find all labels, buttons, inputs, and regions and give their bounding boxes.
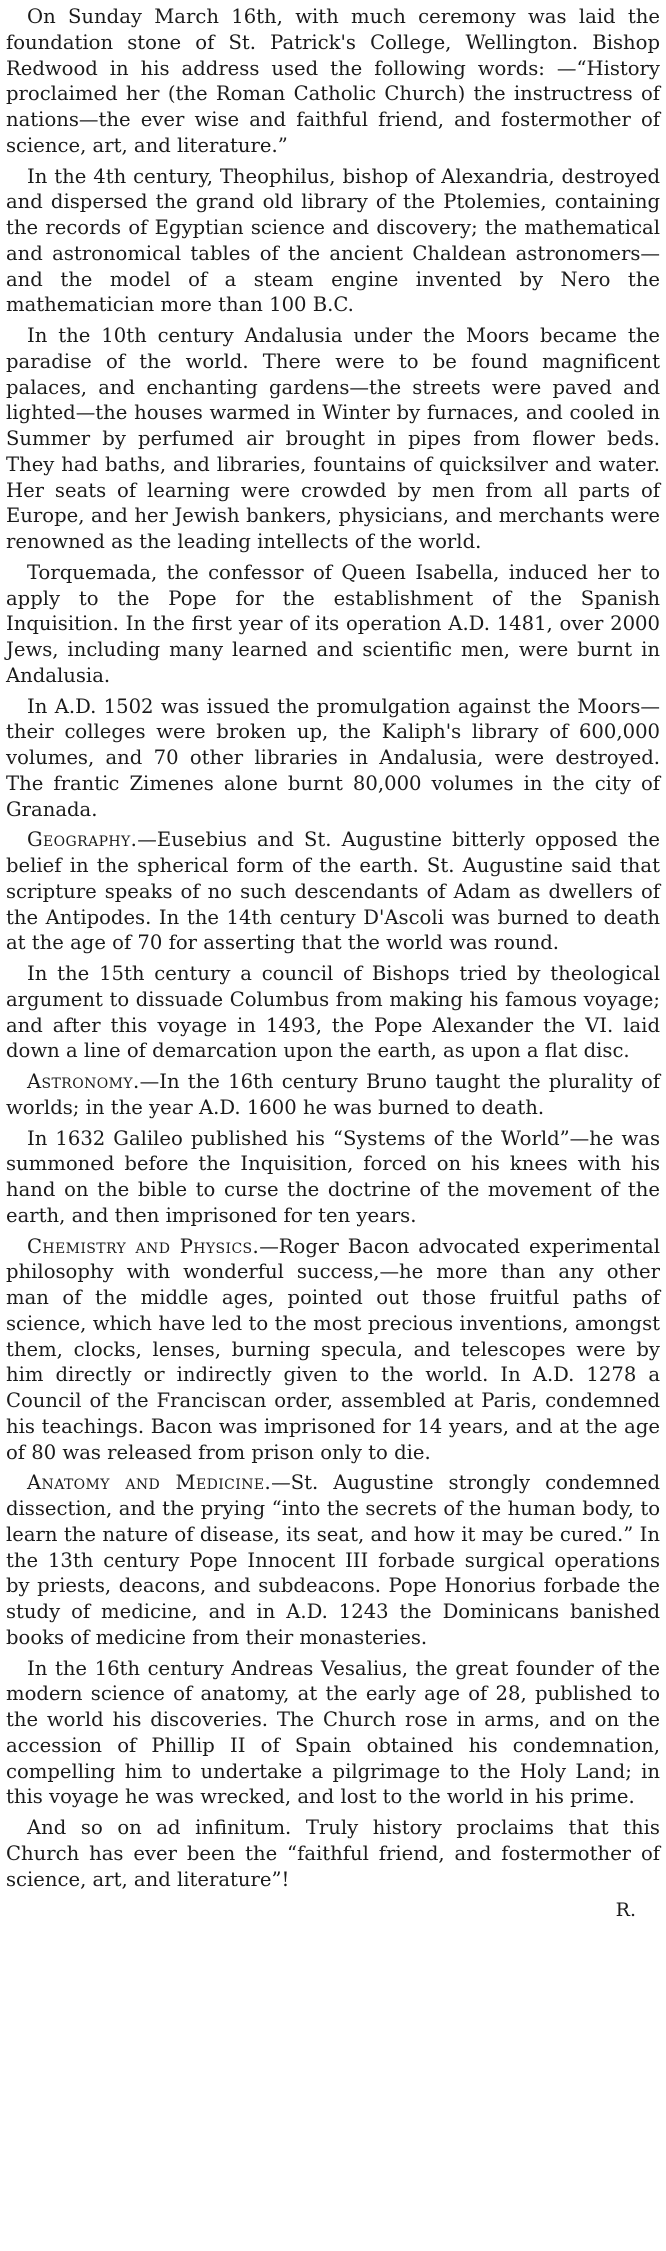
paragraph-5-text: In A.D. 1502 was issued the promulgation against the Moors—their colleges were broken up, the Kaliph's library of 600,000 volumes, and 70 other libraries in Andalusia, were destroyed. The frantic Zimenes alone burnt 80,000 volumes in the city of Granada.	[6, 694, 660, 821]
paragraph-2-text: In the 4th century, Theophilus, bishop of Alexandria, destroyed and dispersed the grand old library of the Ptolemies, containing the records of Egyptian science and discovery; the mathematical and astronomical tables of the ancient Chaldean astronomers—and the model of a steam engine invented by Nero the mathematician more than 100 B.C.	[6, 164, 660, 317]
paragraph-1-text: On Sunday March 16th, with much ceremony was laid the foundation stone of St. Patrick's College, Wellington. Bishop Redwood in his address used the following words: —“History proclaimed her (the Roman Catholic Church) the instructress of nations—the ever wise and faithful friend, and fostermother of science, art, and literature.”	[6, 5, 660, 157]
paragraph-11-text: —St. Augustine strongly condemned dissection, and the prying “into the secrets of the human body, to learn the nature of disease, its seat, and how it may be cured.” In the 13th century Pope Innocent III forbade surgical operations by priests, deacons, and subdeacons. Pope Honorius forbade the study of medicine, and in A.D. 1243 the Dominicans banished books of medicine from their monasteries.	[6, 1471, 660, 1649]
paragraph-13	[6, 1815, 660, 1892]
section-heading-anatomy-medicine: Anatomy and Medicine.	[27, 1471, 272, 1495]
paragraph-9-text: In 1632 Galileo published his “Systems of the World”—he was summoned before the Inquisition, forced on his knees with his hand on the bible to curse the doctrine of the movement of the earth, and then imprisoned for ten years.	[6, 1126, 660, 1227]
paragraph-7-text: In the 15th century a council of Bishops tried by theological argument to dissuade Columbus from making his famous voyage; and after this voyage in 1493, the Pope Alexander the VI. laid down a line of demarcation upon the earth, as upon a flat disc.	[6, 962, 660, 1063]
paragraph-8	[6, 1069, 660, 1121]
paragraph-10-text: —Roger Bacon advocated experimental philosophy with wonderful success,—he more than any other man of the middle ages, pointed out those fruitful paths of science, which have led to the most precious inventions, amongst them, clocks, lenses, burning specula, and telescopes were by him directly or indirectly given to the world. In A.D. 1278 a Council of the Franciscan order, assembled at Paris, condemned his teachings. Bacon was imprisoned for 14 years, and at the age of 80 was released from prison only to die.	[6, 1234, 661, 1464]
paragraph-12-text: In the 16th century Andreas Vesalius, the great founder of the modern science of anatomy, at the early age of 28, published to the world his discoveries. The Church rose in arms, and on the accession of Phillip II of Spain obtained his condemnation, compelling him to undertake a pilgrimage to the Holy Land; in this voyage he was wrecked, and lost to the world in his prime.	[6, 1656, 660, 1809]
paragraph-4-text: Torquemada, the confessor of Queen Isabella, induced her to apply to the Pope for the establishment of the Spanish Inquisition. In the first year of its operation A.D. 1481, over 2000 Jews, including many learned and scientific men, were burnt in Andalusia.	[6, 560, 660, 687]
paragraph-9	[6, 1126, 660, 1229]
paragraph-10	[6, 1234, 660, 1466]
paragraph-6	[6, 827, 660, 956]
section-heading-chemistry-physics: Chemistry and Physics.	[27, 1234, 260, 1258]
paragraph-3-text: In the 10th century Andalusia under the Moors became the paradise of the world. There were to be found magnificent palaces, and enchanting gardens—the streets were paved and lighted—the houses warmed in Winter by furnaces, and cooled in Summer by perfumed air brought in pipes from flower beds. They had baths, and libraries, fountains of quicksilver and water. Her seats of learning were crowded by men from all parts of Europe, and her Jewish bankers, physicians, and merchants were renowned as the leading intellects of the world.	[6, 324, 660, 553]
paragraph-12	[6, 1656, 660, 1811]
paragraph-13-text: And so on ad infinitum. Truly history proclaims that this Church has ever been the “faithful friend, and fostermother of science, art, and literature”!	[6, 1816, 660, 1891]
paragraph-2	[6, 164, 660, 319]
paragraph-7	[6, 961, 660, 1064]
section-heading-astronomy: Astronomy.	[27, 1070, 140, 1093]
author-signature: R.	[615, 1899, 636, 1922]
paragraph-4	[6, 560, 660, 689]
paragraph-1	[6, 4, 660, 159]
paragraph-8-text: —In the 16th century Bruno taught the plurality of worlds; in the year A.D. 1600 he was burned to death.	[6, 1070, 660, 1119]
section-heading-geography: Geography.	[27, 828, 138, 852]
paragraph-5	[6, 694, 660, 823]
paragraph-6-text: —Eusebius and St. Augustine bitterly opposed the belief in the spherical form of the earth. St. Augustine said that scripture speaks of no such descendants of Adam as dwellers of the Antipodes. In the 14th century D'Ascoli was burned to death at the age of 70 for asserting that the world was round.	[6, 828, 660, 955]
paragraph-3	[6, 323, 660, 555]
paragraph-11	[6, 1470, 660, 1650]
